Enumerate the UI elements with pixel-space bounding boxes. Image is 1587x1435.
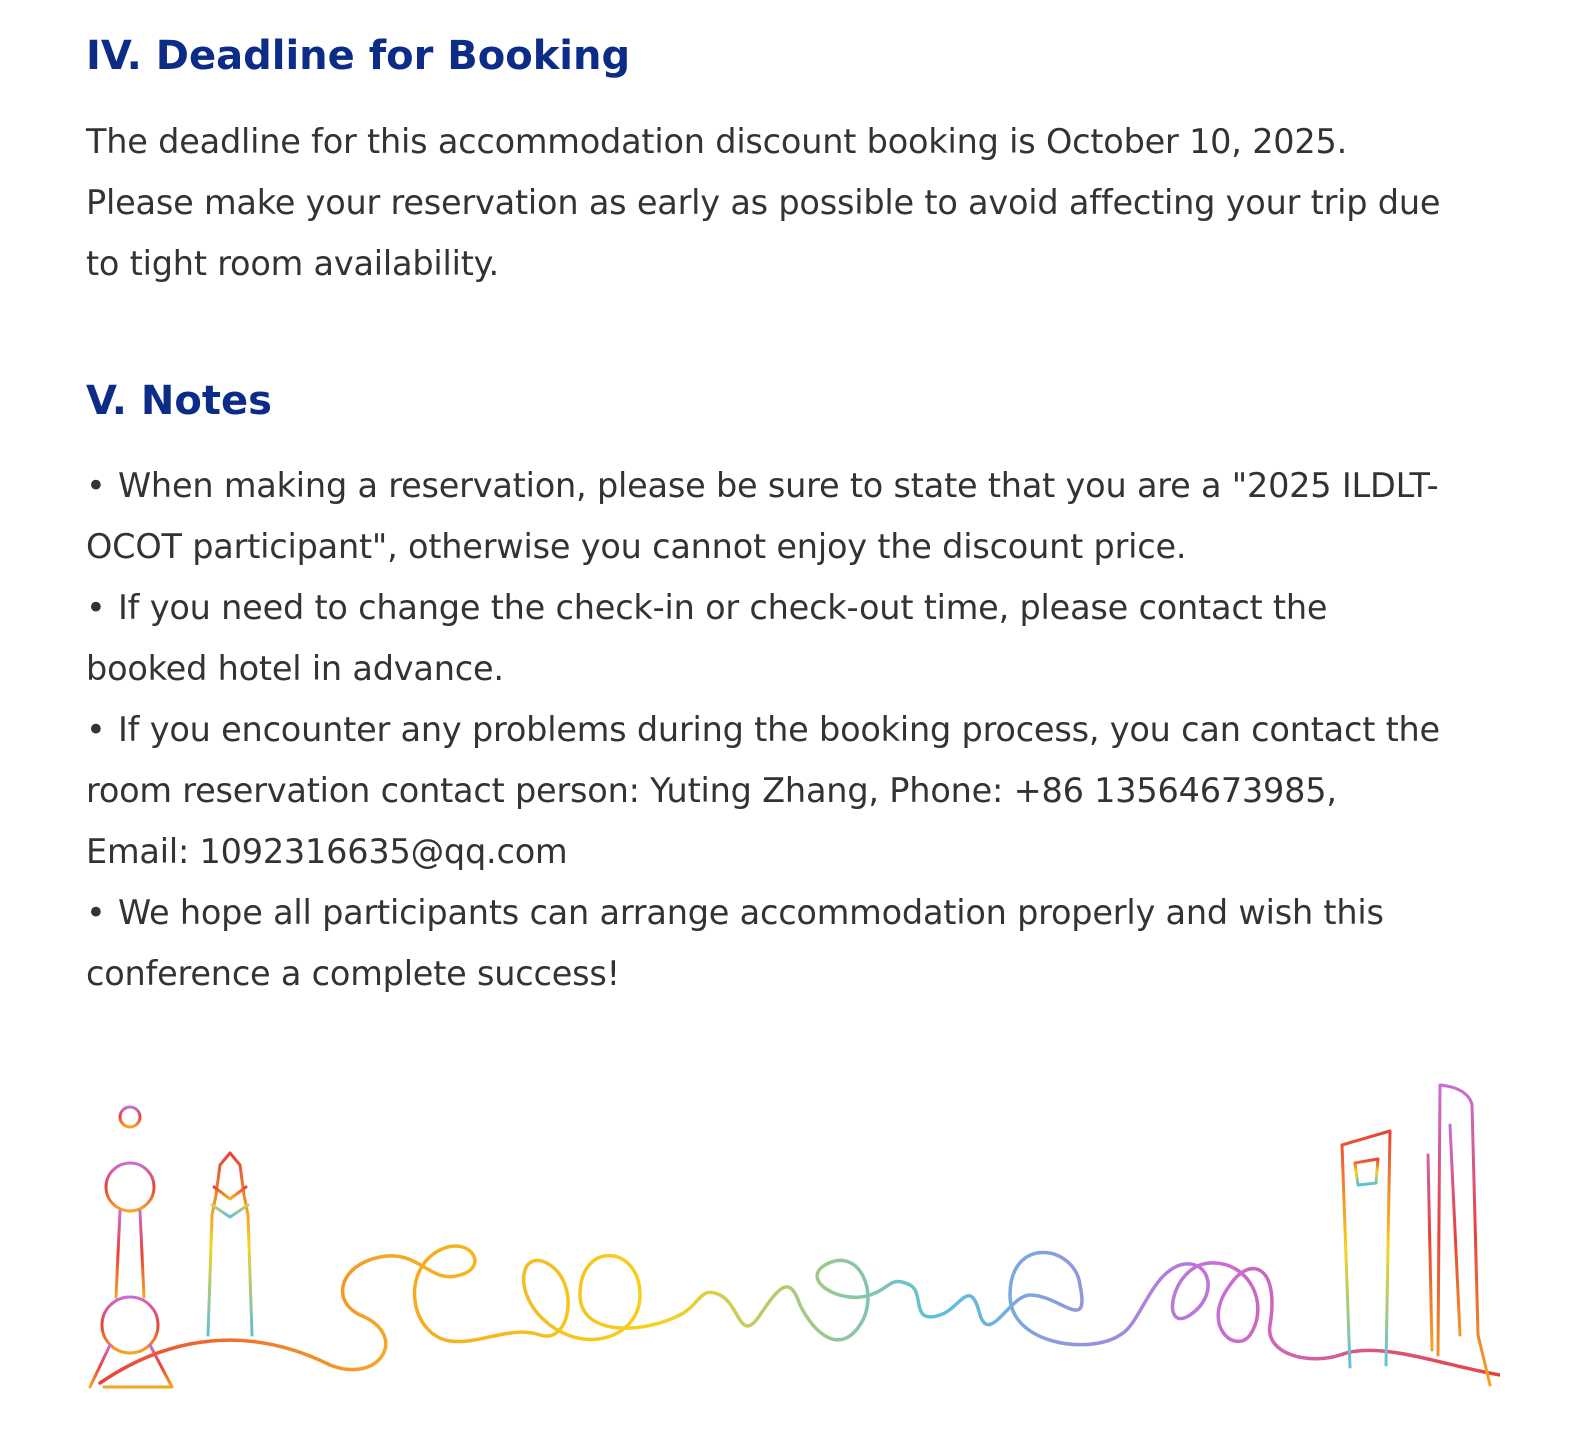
bullet-icon: •: [86, 710, 106, 749]
note-item: [86, 455, 1446, 577]
note-text: We hope all participants can arrange accommodation properly and wish this conference a complete success!: [86, 893, 1384, 993]
deadline-heading: IV. Deadline for Booking: [86, 33, 631, 79]
notes-heading: V. Notes: [86, 378, 272, 424]
pearl-tower-icon: [90, 1045, 172, 1387]
note-text: If you need to change the check-in or check-out time, please contact the booked hotel in advance.: [86, 588, 1328, 688]
notes-list: [86, 455, 1446, 1004]
shanghai-tower-icon: [1428, 1085, 1490, 1385]
deadline-paragraph: The deadline for this accommodation discount booking is October 10, 2025. Please make your reservation as early as possible to avoid affecting your trip due to tight room availability.: [86, 122, 1441, 283]
bullet-icon: •: [86, 588, 106, 627]
shanghai-skyline-icon: [80, 1035, 1500, 1395]
note-text: When making a reservation, please be sure to state that you are a "2025 ILDLT-OCOT participant", otherwise you cannot enjoy the discount price.: [86, 466, 1439, 566]
swfc-tower-icon: [1342, 1131, 1390, 1367]
note-text: If you encounter any problems during the booking process, you can contact the room reservation contact person: Yuting Zhang, Phone: +86 13564673985, Email: 1092316635@qq.com: [86, 710, 1440, 871]
note-item: [86, 699, 1446, 882]
note-item: [86, 577, 1446, 699]
note-item: [86, 882, 1446, 1004]
bullet-icon: •: [86, 466, 106, 505]
jinmao-tower-icon: [208, 1135, 252, 1335]
bullet-icon: •: [86, 893, 106, 932]
bund-wave-line: [100, 1246, 1500, 1383]
